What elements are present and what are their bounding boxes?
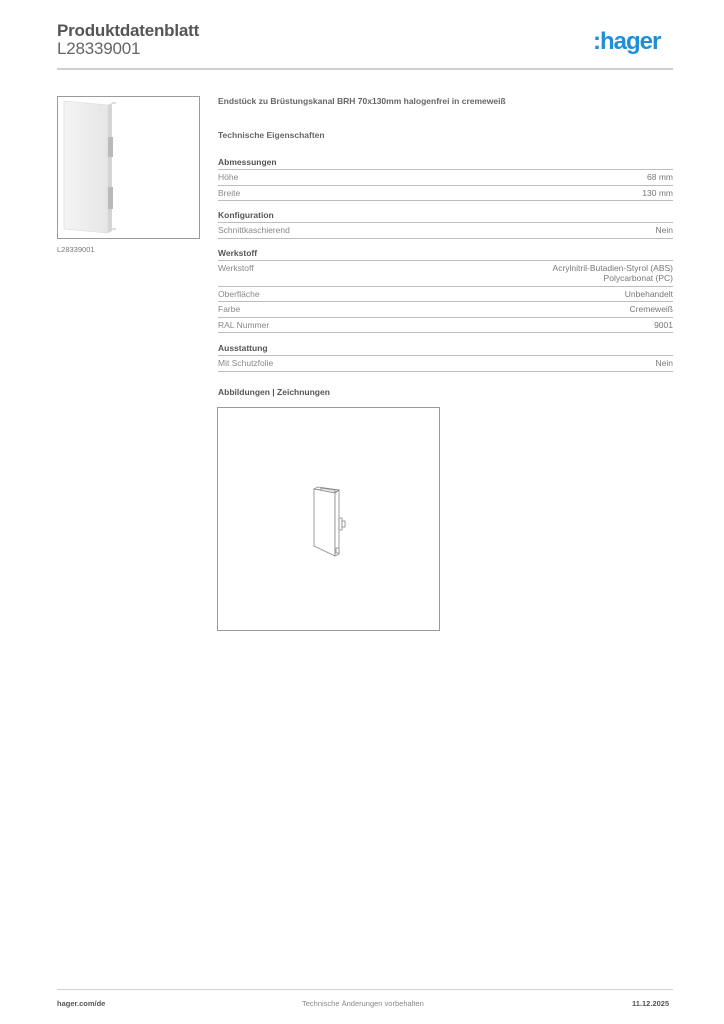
section-werkstoff [218, 248, 673, 334]
property-label: Höhe [218, 172, 239, 182]
section-title: Konfiguration [218, 210, 673, 223]
property-label: Oberfläche [218, 288, 260, 299]
property-value: Acrylnitril-Butadien-Styrol (ABS) [552, 262, 673, 273]
table-row [218, 318, 673, 334]
table-row [218, 302, 673, 318]
page-title: Produktdatenblatt [57, 21, 200, 40]
product-details [218, 96, 673, 372]
technical-properties-heading: Technische Eigenschaften [218, 130, 325, 140]
property-value: 68 mm [647, 172, 673, 182]
property-label: Werkstoff [218, 262, 254, 273]
property-label: Mit Schutzfolie [218, 358, 274, 368]
property-value: Cremeweiß [629, 304, 673, 314]
figures-heading: Abbildungen | Zeichnungen [218, 387, 330, 397]
table-row [218, 223, 673, 239]
property-value: Nein [655, 358, 673, 368]
table-row [218, 287, 673, 303]
property-label: RAL Nummer [218, 319, 270, 330]
property-value: Nein [655, 225, 673, 235]
product-name: Endstück zu Brüstungskanal BRH 70x130mm halogenfrei in cremeweiß [218, 96, 506, 106]
property-label: Farbe [218, 304, 241, 314]
footer-divider [57, 989, 673, 990]
website-link[interactable]: hager.com/de [57, 999, 106, 1008]
header-divider [57, 68, 673, 70]
property-label: Breite [218, 187, 241, 198]
property-label: Schnittkaschierend [218, 225, 290, 235]
table-row [218, 170, 673, 186]
table-row [218, 261, 673, 287]
section-abmessungen [218, 157, 673, 201]
section-konfiguration [218, 210, 673, 239]
article-number: L28339001 [57, 39, 141, 58]
table-row [218, 356, 673, 372]
document-date: 11.12.2025 [632, 999, 670, 1008]
end-cap-drawing-icon [218, 408, 439, 630]
property-value: Unbehandelt [624, 288, 673, 299]
section-title: Abmessungen [218, 157, 673, 170]
section-title: Werkstoff [218, 248, 673, 261]
property-value: 130 mm [642, 187, 673, 198]
product-photo [57, 96, 200, 239]
property-value: 9001 [654, 319, 673, 330]
property-value: Polycarbonat (PC) [603, 273, 673, 283]
end-cap-photo-icon [58, 97, 199, 238]
hager-logo: :hager [593, 28, 661, 55]
section-title: Ausstattung [218, 343, 673, 356]
section-ausstattung [218, 343, 673, 372]
table-row [218, 186, 673, 202]
technical-drawing [217, 407, 440, 631]
photo-caption: L28339001 [57, 245, 95, 254]
disclaimer: Technische Änderungen vorbehalten [302, 999, 424, 1008]
